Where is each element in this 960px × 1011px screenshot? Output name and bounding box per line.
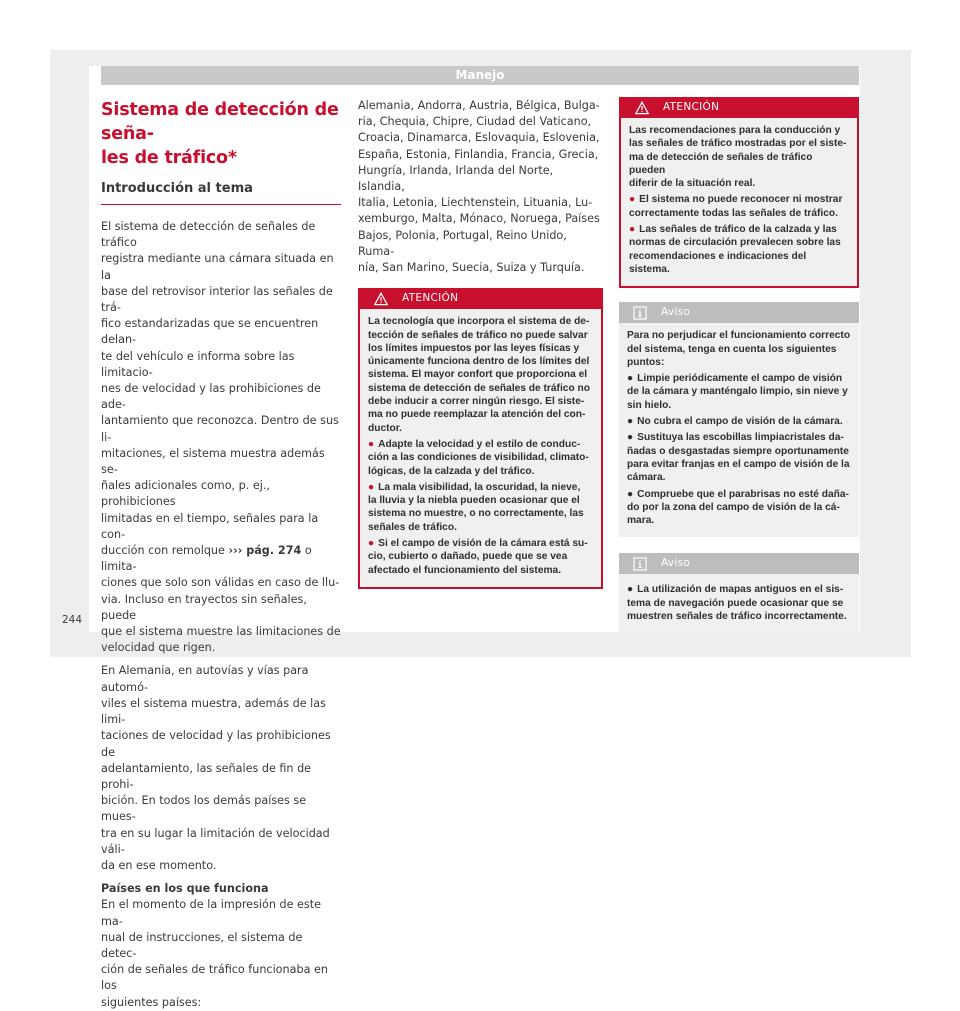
- text-line: siguientes países:: [101, 995, 202, 1009]
- bullet-icon: ●: [627, 432, 634, 444]
- info-icon: [633, 306, 647, 320]
- text-line: ductor.: [368, 422, 402, 434]
- text-line: Sustituya las escobillas limpiacristales da-: [637, 432, 844, 444]
- text-line: recomendaciones e indicaciones del sistema.: [629, 250, 807, 275]
- text-line: Italia, Letonia, Liechtenstein, Lituania, Lu-: [358, 196, 593, 210]
- text-line: velocidad que rigen.: [101, 641, 216, 655]
- box-body: [360, 309, 601, 587]
- bullet-item: [368, 438, 593, 478]
- text-line: afectado el funcionamiento del sistema.: [368, 564, 562, 576]
- text-line: mara.: [627, 515, 655, 527]
- text-line: via. Incluso en trayectos sin señales, puede: [101, 592, 307, 622]
- text-line: lógicas, de la calzada y del tráfico.: [368, 465, 535, 477]
- warning-box: [358, 288, 603, 589]
- note-box: [619, 302, 859, 537]
- text-line: del sistema, tenga en cuenta los siguientes: [627, 343, 837, 355]
- text-line: ñadas o desgastadas siempre oportunamente: [627, 445, 849, 457]
- text-line: La mala visibilidad, la oscuridad, la nieve,: [378, 481, 581, 493]
- section-title: [101, 98, 341, 170]
- text-line: ción a las condiciones de visibilidad, climato-: [368, 452, 589, 464]
- bullet-icon: ●: [627, 488, 634, 500]
- warning-box: [619, 97, 859, 288]
- warning-box-header: [360, 288, 601, 309]
- countries-intro-paragraph: [101, 897, 341, 1010]
- text-line: ducción con remolque: [101, 544, 229, 558]
- text-line: ma de detección de señales de tráfico pueden: [629, 151, 813, 176]
- text-line: La utilización de mapas antiguos en el sis-: [637, 584, 844, 596]
- text-line: lantamiento que reconozca. Dentro de sus li-: [101, 414, 339, 444]
- section-title-line: les de tráfico*: [101, 148, 237, 168]
- bullet-icon: ●: [629, 194, 636, 206]
- bullet-item: [627, 415, 851, 428]
- text-line: viles el sistema muestra, además de las limi-: [101, 696, 326, 727]
- text-line: El sistema de detección de señales de tráfico: [101, 220, 316, 250]
- subsection-title: Introducción al tema: [101, 180, 341, 205]
- text-line: ria, Chequia, Chipre, Ciudad del Vaticano,: [358, 115, 592, 129]
- bullet-icon: ●: [368, 537, 375, 549]
- text-line: correctamente todas las señales de tráfico.: [629, 207, 838, 219]
- text-line: Para no perjudicar el funcionamiento correcto: [627, 330, 851, 342]
- text-line: En el momento de la impresión de este ma-: [101, 898, 322, 928]
- text-line: Bajos, Polonia, Portugal, Reino Unido, Ruma-: [358, 228, 567, 258]
- text-line: adelantamiento, las señales de fin de prohi-: [101, 761, 312, 791]
- text-line: Alemania, Andorra, Austria, Bélgica, Bulga-: [358, 99, 600, 112]
- box-title: ATENCIÓN: [663, 101, 720, 113]
- box-paragraph: [629, 124, 849, 190]
- text-line: Hungría, Irlanda, Irlanda del Norte, Islandia,: [358, 163, 554, 194]
- box-title: ATENCIÓN: [402, 292, 459, 305]
- text-line: cio, cubierto o dañado, puede que se vea: [368, 551, 568, 563]
- text-line: sistema. El mayor confort que proporciona el: [368, 369, 588, 381]
- bullet-icon: ●: [627, 416, 634, 428]
- text-line: sistema no muestre, o no correctamente, las: [368, 508, 584, 520]
- text-line: tra en su lugar la limitación de velocidad váli-: [101, 826, 330, 856]
- text-line: la lluvia y la niebla pueden ocasionar que el: [368, 495, 580, 507]
- section-title-line: Sistema de detección de seña-: [101, 100, 339, 144]
- text-line: fico estandarizadas que se encuentren delan-: [101, 317, 319, 347]
- text-line: sin hielo.: [627, 399, 672, 411]
- text-line: Adapte la velocidad y el estilo de conduc-: [378, 438, 581, 450]
- text-line: Croacia, Dinamarca, Eslovaquia, Eslovenia,: [358, 131, 600, 145]
- bullet-icon: ●: [627, 373, 634, 385]
- page-number: 244: [62, 614, 83, 626]
- text-line: o limita-: [101, 544, 312, 574]
- text-line: sistema de detección de señales de tráfico no: [368, 382, 590, 394]
- text-line: registra mediante una cámara situada en la: [101, 252, 334, 282]
- note-box-header: [619, 553, 859, 574]
- bullet-icon: ●: [368, 481, 375, 493]
- column-middle: [358, 98, 603, 589]
- text-line: base del retrovisor interior las señales de trá-: [101, 284, 333, 315]
- box-title: Aviso: [661, 557, 691, 570]
- text-line: los límites impuestos por las leyes físicas y: [368, 342, 580, 354]
- text-line: taciones de velocidad y las prohibiciones de: [101, 729, 331, 759]
- text-line: señales de tráfico.: [368, 521, 457, 533]
- intro-paragraph: [101, 219, 341, 656]
- text-line: España, Estonia, Finlandia, Francia, Grecia,: [358, 147, 599, 161]
- text-line: muestren señales de tráfico incorrectamente.: [627, 611, 847, 623]
- text-line: ma no puede reemplazar la atención del con-: [368, 409, 586, 421]
- text-line: La tecnología que incorpora el sistema de de-: [368, 316, 590, 328]
- box-paragraph: [368, 315, 593, 435]
- warning-triangle-icon: [374, 292, 388, 306]
- text-line: las señales de tráfico mostradas por el siste-: [629, 138, 847, 150]
- text-line: cámara.: [627, 472, 666, 484]
- bullet-item: [629, 223, 849, 276]
- column-right: [619, 98, 859, 633]
- text-line: Limpie periódicamente el campo de visión: [637, 373, 843, 385]
- text-line: bición. En todos los demás países se mues-: [101, 794, 307, 824]
- countries-list: [358, 98, 603, 276]
- text-line: No cubra el campo de visión de la cámara.: [637, 416, 843, 428]
- bullet-icon: ●: [368, 438, 375, 450]
- text-line: que el sistema muestre las limitaciones de: [101, 625, 341, 639]
- note-box: [619, 553, 859, 633]
- text-line: El sistema no puede reconocer ni mostrar: [639, 194, 843, 206]
- bullet-item: [629, 193, 849, 220]
- bullet-item: [368, 481, 593, 534]
- text-line: para evitar franjas en el campo de visión de la: [627, 458, 850, 470]
- text-line: nes de velocidad y las prohibiciones de ade-: [101, 382, 321, 412]
- box-paragraph: [627, 329, 851, 369]
- text-line: Si el campo de visión de la cámara está su-: [378, 537, 588, 549]
- note-box-header: [619, 302, 859, 323]
- germany-paragraph: [101, 663, 341, 874]
- text-line: Compruebe que el parabrisas no esté daña-: [637, 488, 849, 500]
- text-line: En Alemania, en autovías y vías para automó-: [101, 664, 309, 694]
- text-line: da en ese momento.: [101, 858, 217, 872]
- text-line: de la cámara y manténgalo limpio, sin nieve y: [627, 386, 848, 398]
- countries-subheading: Países en los que funciona: [101, 882, 269, 896]
- text-line: do por la zona del campo de visión de la cá-: [627, 501, 840, 513]
- bullet-icon: ●: [627, 584, 634, 596]
- box-body: [621, 118, 857, 286]
- text-line: limitadas en el tiempo, señales para la con-: [101, 511, 319, 541]
- text-line: te del vehículo e informa sobre las limitacio-: [101, 349, 295, 379]
- text-line: nual de instrucciones, el sistema de detec-: [101, 930, 303, 960]
- text-line: debe inducir a correr ningún riesgo. El siste-: [368, 396, 585, 408]
- text-line: Las recomendaciones para la conducción y: [629, 125, 841, 136]
- page-reference-link[interactable]: ››› pág. 274: [228, 544, 302, 558]
- text-line: ciones que solo son válidas en caso de llu-: [101, 576, 340, 590]
- text-line: mitaciones, el sistema muestra además se-: [101, 446, 325, 477]
- text-line: tección de señales de tráfico no puede salvar: [368, 329, 588, 341]
- bullet-item: [627, 488, 851, 528]
- info-icon: [633, 557, 647, 571]
- text-line: ción de señales de tráfico funcionaba en los: [101, 963, 328, 993]
- bullet-item: [627, 372, 851, 412]
- warning-triangle-icon: [635, 101, 649, 115]
- box-body: [619, 323, 859, 537]
- text-line: normas de circulación prevalecen sobre las: [629, 237, 841, 249]
- bullet-item: [627, 583, 851, 623]
- warning-box-header: [621, 97, 857, 118]
- text-line: tema de navegación puede ocasionar que se: [627, 597, 844, 609]
- text-line: nía, San Marino, Suecia, Suiza y Turquía.: [358, 261, 585, 275]
- bullet-icon: ●: [629, 224, 636, 236]
- box-body: [619, 574, 859, 633]
- text-line: xemburgo, Malta, Mónaco, Noruega, Países: [358, 212, 600, 226]
- section-header: Manejo: [101, 66, 859, 85]
- text-line: ñales adicionales como, p. ej., prohibiciones: [101, 479, 270, 509]
- column-left: [101, 98, 341, 1011]
- text-line: diferir de la situación real.: [629, 178, 756, 190]
- box-title: Aviso: [661, 306, 691, 319]
- text-line: puntos:: [627, 356, 665, 368]
- text-line: Las señales de tráfico de la calzada y las: [639, 224, 837, 236]
- bullet-item: [627, 431, 851, 484]
- bullet-item: [368, 537, 593, 577]
- text-line: únicamente funciona dentro de los límites del: [368, 356, 590, 368]
